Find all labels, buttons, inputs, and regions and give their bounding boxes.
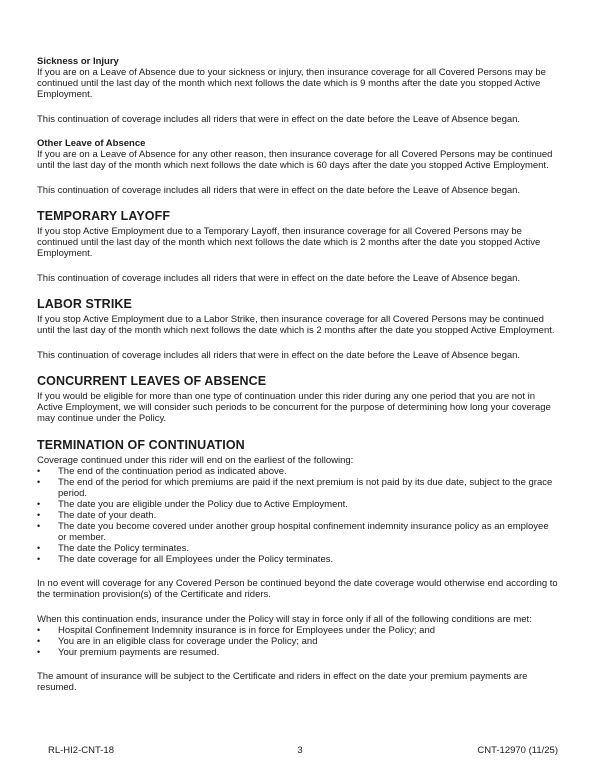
paragraph-concurrent-leaves: If you would be eligible for more than one type of continuation under this rider during any one period that you are not in Active Employment, we will consider such periods to be concurrent for the purpose of determining how long your coverage may continue under the Policy.: [37, 391, 551, 424]
paragraph-sickness-riders: This continuation of coverage includes all riders that were in effect on the date before the Leave of Absence began.: [37, 113, 521, 125]
bullet-icon: •: [37, 465, 41, 476]
list-item: [37, 543, 558, 554]
bullet-icon: •: [37, 476, 41, 487]
paragraph-temporary-layoff-continuation: If you stop Active Employment due to a Temporary Layoff, then insurance coverage for all Covered Persons may be continued until the last day of the month which next follows the date which is 2 months after the date you stopped Active Employment.: [37, 226, 541, 259]
bullet-icon: •: [37, 498, 41, 509]
bullet-text: The end of the period for which premiums are paid if the next premium is not paid by its due date, subject to the grace period.: [58, 476, 553, 499]
bullet-text: The date you become covered under another group hospital confinement indemnity insurance policy as an employee or member.: [58, 520, 549, 543]
bullet-icon: •: [37, 542, 41, 553]
list-item: [37, 521, 558, 543]
paragraph-no-event-beyond: In no event will coverage for any Covered Person be continued beyond the date coverage would otherwise end according to the termination provision(s) of the Certificate and riders.: [37, 578, 558, 600]
bullet-icon: •: [37, 635, 41, 646]
bullet-icon: •: [37, 509, 41, 520]
subheading-sickness-or-injury: Sickness or Injury: [37, 56, 119, 67]
bullet-text: The date the Policy terminates.: [58, 542, 189, 554]
footer-page-number: 3: [297, 745, 303, 756]
bullet-text: Hospital Confinement Indemnity insurance is in force for Employees under the Policy; and: [58, 624, 436, 636]
bullet-text: The date coverage for all Employees under the Policy terminates.: [58, 553, 334, 565]
bullet-icon: •: [37, 520, 41, 531]
bullet-icon: •: [37, 646, 41, 657]
footer-doc-number: CNT-12970 (11/25): [477, 745, 558, 756]
paragraph-labor-strike-continuation: If you stop Active Employment due to a Labor Strike, then insurance coverage for all Covered Persons may be continued until the last day of the month which next follows the date which is 2 months after the date you stopped Active Employment.: [37, 314, 555, 336]
heading-concurrent-leaves: CONCURRENT LEAVES OF ABSENCE: [37, 374, 267, 388]
heading-temporary-layoff: TEMPORARY LAYOFF: [37, 209, 171, 223]
list-item: [37, 466, 558, 477]
list-item: [37, 636, 558, 647]
list-item: [37, 477, 558, 499]
list-item: [37, 499, 558, 510]
bullet-text: The end of the continuation period as indicated above.: [58, 465, 287, 477]
conditions-bullet-list: [37, 625, 558, 658]
list-item: [37, 510, 558, 521]
paragraph-amount-of-insurance: The amount of insurance will be subject to the Certificate and riders in effect on the date your premium payments are resumed.: [37, 671, 528, 693]
bullet-text: Your premium payments are resumed.: [58, 646, 220, 658]
list-item: [37, 625, 558, 636]
paragraph-other-leave-riders: This continuation of coverage includes all riders that were in effect on the date before the Leave of Absence began.: [37, 184, 521, 196]
list-item: [37, 554, 558, 565]
page-footer: [0, 745, 600, 757]
paragraph-conditions-intro: When this continuation ends, insurance under the Policy will stay in force only if all of the following conditions are met:: [37, 613, 532, 625]
paragraph-other-leave-continuation: If you are on a Leave of Absence for any other reason, then insurance coverage for all Covered Persons may be continued until the last day of the month which next follows the date which is 60 days after the date you stopped Active Employment.: [37, 149, 553, 171]
bullet-text: The date you are eligible under the Policy due to Active Employment.: [58, 498, 348, 510]
bullet-text: The date of your death.: [58, 509, 157, 521]
bullet-icon: •: [37, 553, 41, 564]
paragraph-temporary-layoff-riders: This continuation of coverage includes all riders that were in effect on the date before the Leave of Absence began.: [37, 272, 521, 284]
termination-bullet-list: [37, 466, 558, 565]
bullet-icon: •: [37, 624, 41, 635]
paragraph-termination-intro: Coverage continued under this rider will end on the earliest of the following:: [37, 454, 354, 466]
paragraph-labor-strike-riders: This continuation of coverage includes all riders that were in effect on the date before the Leave of Absence began.: [37, 349, 521, 361]
paragraph-sickness-continuation: If you are on a Leave of Absence due to your sickness or injury, then insurance coverage for all Covered Persons may be continued until the last day of the month which next follows the date which is 9 months after the date you stopped Active Employment.: [37, 67, 546, 100]
bullet-text: You are in an eligible class for coverage under the Policy; and: [58, 635, 318, 647]
list-item: [37, 647, 558, 658]
heading-termination-of-continuation: TERMINATION OF CONTINUATION: [37, 437, 245, 452]
heading-labor-strike: LABOR STRIKE: [37, 297, 132, 311]
subheading-other-leave-of-absence: Other Leave of Absence: [37, 138, 146, 149]
footer-form-number: RL-HI2-CNT-18: [48, 745, 114, 756]
